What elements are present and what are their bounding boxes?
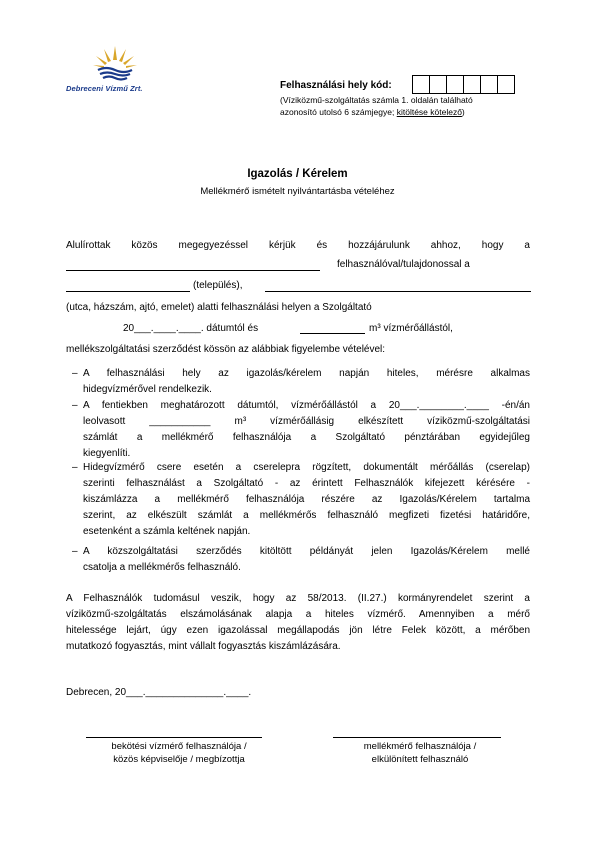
closing-line: hitelessége lejárt, úgy ezen igazolással megállapodás jön létre Felek között, a mérőben [66, 625, 530, 636]
bullet-line: kiegyenlíti. [83, 448, 131, 459]
code-box[interactable] [497, 75, 515, 94]
bullet-line: leolvasott ___________ m³ vízmérőállásig elkészített víziközmű-szolgáltatási [83, 416, 530, 427]
bullet-dash: – [72, 400, 78, 411]
signature-caption-line: mellékmérő felhasználója / [363, 741, 477, 752]
page-title: Igazolás / Kérelem [247, 168, 348, 180]
intro-label-user: felhasználóval/tulajdonossal a [337, 259, 470, 270]
closing-line: mutatkozó fogyasztás, mint vállalt fogyasztás kiszámlázására. [66, 641, 341, 652]
bullet-line: számlát a mellékmérő felhasználója a Szolgáltató pénztárában egyidejűleg [83, 432, 530, 443]
code-box[interactable] [463, 75, 481, 94]
bullet-dash: – [72, 368, 78, 379]
street-field[interactable] [265, 291, 531, 292]
page-subtitle: Mellékmérő ismételt nyilvántartásba vételéhez [200, 186, 395, 197]
bullet-line: csatolja a mellékmérős felhasználó. [83, 562, 241, 573]
user-name-field[interactable] [66, 270, 320, 271]
signature-caption-line: elkülönített felhasználó [371, 754, 469, 765]
settlement-field[interactable] [66, 291, 190, 292]
bullet-line: esetenként a számla keltének napján. [83, 526, 251, 537]
code-note-close: ) [461, 107, 465, 117]
meter-reading-field[interactable] [300, 333, 365, 334]
closing-line: víziközmű-szolgáltatás elszámolásának alapja a hiteles vízmérő. Amennyiben a mérő [66, 609, 530, 620]
start-date-field[interactable]: 20___.____.____. dátumtól és [123, 323, 259, 334]
bullet-line: A fentiekben meghatározott dátumtól, vízmérőállástól a 20___.________.____ -én/án [83, 400, 530, 411]
usage-point-code-boxes[interactable] [413, 75, 515, 94]
company-logo-icon [92, 44, 138, 84]
signature-caption-left [66, 740, 292, 766]
code-box[interactable] [412, 75, 430, 94]
code-note-line [280, 106, 473, 118]
intro-line: mellékszolgáltatási szerződést kössön az alábbiak figyelembe vételével: [66, 344, 386, 355]
signature-caption-line: közös képviselője / megbízottja [113, 754, 245, 765]
bullet-line: A felhasználási hely az igazolás/kérelem napján hiteles, mérésre alkalmas [83, 368, 530, 379]
code-box[interactable] [446, 75, 464, 94]
bullet-line: szerinti felhasználást a Szolgáltató - az érintett Felhasználók kifejezett kérésére - [83, 478, 530, 489]
signature-line-left[interactable] [86, 737, 262, 738]
code-box[interactable] [429, 75, 447, 94]
intro-label-meter: m³ vízmérőállástól, [369, 323, 453, 334]
bullet-line: Hidegvízmérő csere esetén a cserelepra rögzített, dokumentált mérőállás (cserelap) [83, 462, 530, 473]
code-note-line: (Víziközmű-szolgáltatás számla 1. oldalán található [280, 95, 473, 105]
date-line[interactable]: Debrecen, 20___.______________.____. [66, 687, 252, 698]
closing-line: A Felhasználók tudomásul veszik, hogy az 58/2013. (II.27.) kormányrendelet szerint a [66, 593, 530, 604]
code-note-text: azonosító utolsó 6 számjegye; [280, 107, 397, 117]
intro-line: Alulírottak közös megegyezéssel kérjük és hozzájárulunk ahhoz, hogy a [66, 240, 530, 251]
bullet-line: kiszámlázza a mellékmérő felhasználója részére az Igazolás/Kérelem tartalma [83, 494, 530, 505]
code-box[interactable] [480, 75, 498, 94]
bullet-dash: – [72, 546, 78, 557]
intro-line: (utca, házszám, ajtó, emelet) alatti felhasználási helyen a Szolgáltató [66, 302, 372, 313]
code-note-required: kitöltése kötelező [396, 107, 462, 117]
signature-caption-right [320, 740, 520, 766]
signature-caption-line: bekötési vízmérő felhasználója / [111, 741, 247, 752]
usage-point-code-label: Felhasználási hely kód: [280, 80, 392, 91]
signature-line-right[interactable] [333, 737, 501, 738]
code-note [280, 94, 473, 118]
bullet-line: szerint, az elkészült számlát a mellékmérős felhasználó megfizeti fizetési határidőre, [83, 510, 530, 521]
bullet-line: hidegvízmérővel rendelkezik. [83, 384, 212, 395]
intro-label-settlement: (település), [193, 280, 243, 291]
bullet-line: A közszolgáltatási szerződés kitöltött példányát jelen Igazolás/Kérelem mellé [83, 546, 530, 557]
bullet-dash: – [72, 462, 78, 473]
company-name: Debreceni Vízmű Zrt. [66, 84, 143, 93]
